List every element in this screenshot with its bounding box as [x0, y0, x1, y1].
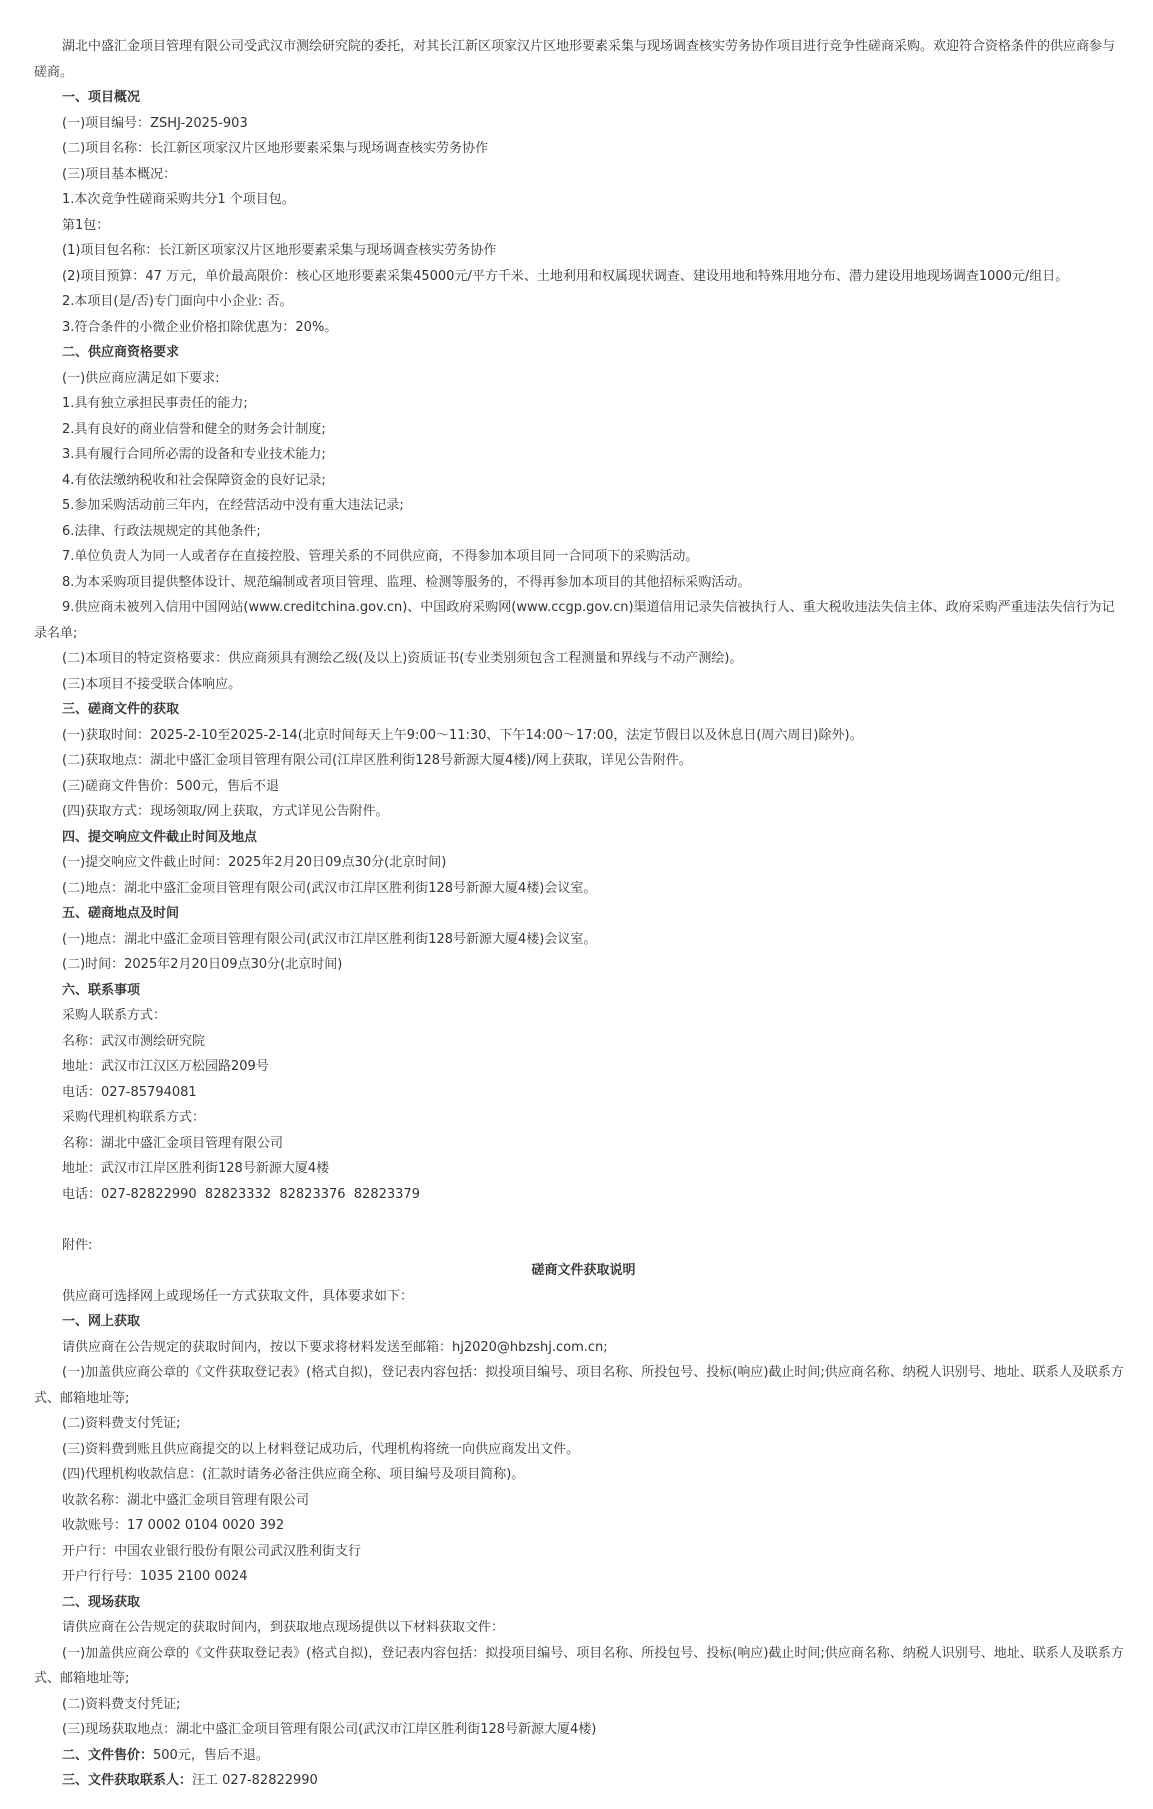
- section-heading-overview: 一、项目概况: [62, 90, 141, 105]
- onsite-payment-proof: (二)资料费支付凭证;: [62, 1696, 181, 1712]
- qualification-line: 8.为本采购项目提供整体设计、规范编制或者项目管理、监理、检测等服务的，不得再参加本项目的其他招标采购活动。: [62, 574, 751, 590]
- onsite-registration-form: (一)加盖供应商公章的《文件获取登记表》(格式自拟)，登记表内容包括：拟投项目编号、项目名称、所投包号、投标(响应)截止时间;供应商名称、纳税人识别号、地址、联系人及联系方式、邮箱地址等;: [34, 1645, 1124, 1686]
- package-name: (1)项目包名称：长江新区项家汉片区地形要素采集与现场调查核实劳务协作: [62, 243, 497, 258]
- file-price-label: 二、文件售价：: [62, 1747, 154, 1763]
- obtain-time: (一)获取时间：2025-2-10至2025-2-14(北京时间每天上午9:00～11:30、下午14:00～17:00，法定节假日以及休息日(周六周日)除外)。: [62, 727, 863, 743]
- online-payment-proof: (二)资料费支付凭证;: [62, 1416, 181, 1431]
- negotiation-time: (二)时间：2025年2月20日09点30分(北京时间): [62, 957, 343, 972]
- project-name: (二)项目名称：长江新区项家汉片区地形要素采集与现场调查核实劳务协作: [62, 141, 489, 156]
- file-contact-value: 汪工 027-82822990: [192, 1773, 318, 1788]
- qualification-line: 1.具有独立承担民事责任的能力;: [62, 396, 248, 411]
- sme-only: 2.本项目(是/否)专门面向中小企业: 否。: [62, 294, 293, 309]
- negotiation-location: (一)地点：湖北中盛汇金项目管理有限公司(武汉市江岸区胜利街128号新源大厦4楼)会议室。: [62, 931, 597, 947]
- online-heading: 一、网上获取: [62, 1314, 141, 1329]
- qualification-specific: (二)本项目的特定资格要求：供应商须具有测绘乙级(及以上)资质证书(专业类别须包含工程测量和界线与不动产测绘)。: [62, 651, 743, 666]
- file-price-line: [34, 1743, 1133, 1769]
- obtain-method: (四)获取方式：现场领取/网上获取，方式详见公告附件。: [62, 804, 389, 819]
- intro-paragraph: 湖北中盛汇金项目管理有限公司受武汉市测绘研究院的委托，对其长江新区项家汉片区地形要素采集与现场调查核实劳务协作项目进行竞争性磋商采购。欢迎符合资格条件的供应商参与磋商。: [34, 39, 1116, 80]
- project-number: (一)项目编号：ZSHJ-2025-903: [62, 115, 248, 131]
- agency-address: 地址：武汉市江岸区胜利街128号新源大厦4楼: [62, 1161, 330, 1176]
- price-deduction: 3.符合条件的小微企业价格扣除优惠为：20%。: [62, 319, 338, 335]
- online-registration-form: (一)加盖供应商公章的《文件获取登记表》(格式自拟)，登记表内容包括：拟投项目编号、项目名称、所投包号、投标(响应)截止时间;供应商名称、纳税人识别号、地址、联系人及联系方式、邮箱地址等;: [34, 1365, 1124, 1406]
- qualification-line: 3.具有履行合同所必需的设备和专业技术能力;: [62, 447, 326, 462]
- submission-deadline: (一)提交响应文件截止时间：2025年2月20日09点30分(北京时间): [62, 855, 447, 870]
- agency-phone: 电话：027-82822990 82823332 82823376 82823379: [62, 1186, 420, 1202]
- qualification-line: 4.有依法缴纳税收和社会保障资金的良好记录;: [62, 472, 326, 488]
- package-1-label: 第1包：: [62, 217, 110, 233]
- package-count: 1.本次竞争性磋商采购共分1 个项目包。: [62, 192, 295, 207]
- payee-account: 收款账号：17 0002 0104 0020 392: [62, 1518, 285, 1533]
- blank-line: [34, 1207, 1133, 1233]
- qualification-credit-record: 9.供应商未被列入信用中国网站(www.creditchina.gov.cn)、中国政府采购网(www.ccgp.gov.cn)渠道信用记录失信被执行人、重大税收违法失信主体、政府采购严重违法失信行为记录名单;: [34, 600, 1115, 641]
- agency-name: 名称：湖北中盛汇金项目管理有限公司: [62, 1135, 284, 1151]
- submission-location: (二)地点：湖北中盛汇金项目管理有限公司(武汉市江岸区胜利街128号新源大厦4楼)会议室。: [62, 880, 597, 896]
- file-price-value: 500元，售后不退。: [153, 1747, 269, 1763]
- purchaser-address: 地址：武汉市江汉区万松园路209号: [62, 1059, 269, 1074]
- payee-bank: 开户行：中国农业银行股份有限公司武汉胜利街支行: [62, 1543, 362, 1559]
- onsite-instruction: 请供应商在公告规定的获取时间内，到获取地点现场提供以下材料获取文件：: [62, 1620, 505, 1635]
- qualification-line: 7.单位负责人为同一人或者存在直接控股、管理关系的不同供应商，不得参加本项目同一合同项下的采购活动。: [62, 549, 699, 564]
- agency-contact-label: 采购代理机构联系方式：: [62, 1110, 206, 1125]
- obtain-location: (二)获取地点：湖北中盛汇金项目管理有限公司(江岸区胜利街128号新源大厦4楼)/网上获取，详见公告附件。: [62, 753, 692, 768]
- file-contact-label: 三、文件获取联系人：: [62, 1773, 193, 1788]
- section-heading-negotiation: 五、磋商地点及时间: [62, 906, 180, 921]
- document-price: (三)磋商文件售价：500元，售后不退: [62, 778, 279, 794]
- purchaser-name: 名称：武汉市测绘研究院: [62, 1033, 206, 1049]
- section-heading-submission: 四、提交响应文件截止时间及地点: [62, 829, 258, 845]
- qualification-line: (一)供应商应满足如下要求:: [62, 370, 220, 386]
- section-heading-contacts: 六、联系事项: [62, 982, 141, 998]
- online-dispatch: (三)资料费到账且供应商提交的以上材料登记成功后，代理机构将统一向供应商发出文件。: [62, 1441, 580, 1457]
- section-heading-qualifications: 二、供应商资格要求: [62, 345, 180, 360]
- project-basic-overview: (三)项目基本概况：: [62, 166, 177, 182]
- attachment-title: 磋商文件获取说明: [531, 1263, 636, 1278]
- qualification-line: 5.参加采购活动前三年内，在经营活动中没有重大违法记录;: [62, 498, 404, 513]
- onsite-location: (三)现场获取地点：湖北中盛汇金项目管理有限公司(武汉市江岸区胜利街128号新源大厦4楼): [62, 1722, 597, 1737]
- purchaser-contact-label: 采购人联系方式：: [62, 1008, 167, 1023]
- attachment-label: 附件:: [62, 1237, 93, 1253]
- section-heading-obtain-documents: 三、磋商文件的获取: [62, 702, 180, 717]
- qualification-line: 6.法律、行政法规规定的其他条件;: [62, 523, 261, 539]
- payee-bank-code: 开户行行号：1035 2100 0024: [62, 1569, 248, 1584]
- purchaser-phone: 电话：027-85794081: [62, 1084, 197, 1100]
- qualification-line: 2.具有良好的商业信誉和健全的财务会计制度;: [62, 421, 326, 437]
- project-budget: (2)项目预算：47 万元，单价最高限价：核心区地形要素采集45000元/平方千米、土地利用和权属现状调查、建设用地和特殊用地分布、潜力建设用地现场调查1000元/组日。: [62, 268, 1069, 284]
- payee-name: 收款名称：湖北中盛汇金项目管理有限公司: [62, 1492, 310, 1508]
- qualification-consortium: (三)本项目不接受联合体响应。: [62, 676, 242, 692]
- online-email-instruction: 请供应商在公告规定的获取时间内，按以下要求将材料发送至邮箱：hj2020@hbzshj.com.cn;: [62, 1339, 608, 1355]
- attachment-intro: 供应商可选择网上或现场任一方式获取文件，具体要求如下：: [62, 1288, 414, 1304]
- online-payment-info: (四)代理机构收款信息：(汇款时请务必备注供应商全称、项目编号及项目简称)。: [62, 1467, 525, 1482]
- onsite-heading: 二、现场获取: [62, 1594, 141, 1610]
- file-contact-line: [34, 1768, 1133, 1794]
